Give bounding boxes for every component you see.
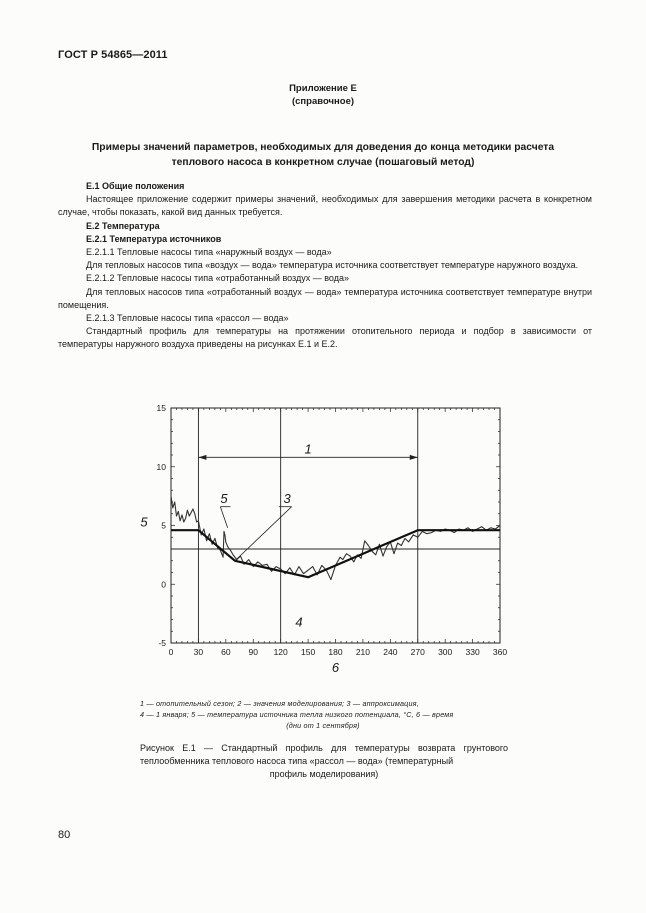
body-text xyxy=(58,180,592,352)
figure-legend-line-2: 4 — 1 января; 5 — температура источника тепла низкого потенциала, °С, 6 — время xyxy=(140,710,454,719)
plot-frame xyxy=(171,408,500,643)
series-source-temperature-line xyxy=(171,496,500,579)
paragraph-e211: Для тепловых насосов типа «воздух — вода» температура источника соответствует температуре наружного воздуха. xyxy=(86,260,579,271)
paragraph-e213: Стандартный профиль для температуры на протяжении отопительного периода и подбор в зависимости от температуры наружного воздуха приведены на рисунках Е.1 и Е.2. xyxy=(58,326,592,350)
subsection-title-e212: Е.2.1.2 Тепловые насосы типа «отработанный воздух — вода» xyxy=(86,273,349,284)
x-tick-label-360: 360 xyxy=(492,647,508,657)
heating-season-arrowhead-left xyxy=(198,455,206,460)
figure-caption xyxy=(140,742,508,781)
source-temperature-label: 5 xyxy=(220,491,228,507)
section-heading-e21: Е.2.1 Температура источников xyxy=(86,233,222,244)
label-3-leader-line xyxy=(235,507,292,561)
standard-designation: ГОСТ Р 54865—2011 xyxy=(58,49,168,61)
document-title xyxy=(60,140,586,170)
x-tick-label-270: 270 xyxy=(410,647,425,657)
page-number: 80 xyxy=(58,829,71,841)
temperature-profile-chart xyxy=(0,395,646,685)
section-heading-e1: Е.1 Общие положения xyxy=(86,181,185,191)
subsection-title-e213: Е.2.1.3 Тепловые насосы типа «рассол — вода» xyxy=(86,313,289,324)
label-5-leader-line xyxy=(220,507,227,528)
subsection-title-e211: Е.2.1.1 Тепловые насосы типа «наружный воздух — вода» xyxy=(86,247,332,258)
figure-caption-line-1: Рисунок Е.1 — Стандартный профиль для температуры возврата грунтового теплообменника теплового насоса типа «рассол — вода» (температурный xyxy=(140,743,508,766)
figure-caption-line-2: профиль моделирования) xyxy=(269,769,379,779)
document-title-line-2: теплового насоса в конкретном случае (пошаговый метод) xyxy=(171,157,475,168)
heating-season-label: 1 xyxy=(304,441,312,457)
figure-legend-line-3: (дни от 1 сентября) xyxy=(286,721,360,730)
y-tick-label--5: -5 xyxy=(158,638,166,648)
y-axis-label: 5 xyxy=(140,514,148,530)
x-axis-label: 6 xyxy=(331,660,340,675)
approximation-label: 3 xyxy=(283,491,291,507)
series-approximation-line xyxy=(171,530,500,577)
x-tick-label-120: 120 xyxy=(273,647,288,657)
figure-legend-line-1: 1 — отопительный сезон; 2 — значения моделирования; 3 — аппроксимация, xyxy=(140,699,419,708)
annex-title: Приложение Е xyxy=(289,83,357,94)
y-tick-label-10: 10 xyxy=(156,461,166,472)
figure-legend xyxy=(140,698,506,731)
x-tick-label-330: 330 xyxy=(465,647,480,657)
x-tick-label-180: 180 xyxy=(328,647,343,657)
heating-season-arrowhead-right xyxy=(410,455,418,460)
x-tick-label-210: 210 xyxy=(355,647,371,657)
y-tick-label-5: 5 xyxy=(161,520,166,531)
paragraph-e1: Настоящее приложение содержит примеры значений, необходимых для завершения методики расчета в конкретном случае, чтобы показать, какой вид данных требуется. xyxy=(58,194,592,218)
x-tick-label-90: 90 xyxy=(248,647,258,657)
x-tick-label-150: 150 xyxy=(300,647,316,657)
y-tick-label-0: 0 xyxy=(161,579,166,590)
annex-status: (справочное) xyxy=(291,96,355,107)
x-tick-label-300: 300 xyxy=(438,647,453,657)
x-tick-label-240: 240 xyxy=(383,647,398,657)
january-1-label: 4 xyxy=(295,614,303,630)
document-title-line-1: Примеры значений параметров, необходимых для доведения до конца методики расчета xyxy=(91,142,555,153)
paragraph-e212: Для тепловых насосов типа «отработанный воздух — вода» температура источника соответствует температуре внутри помещения. xyxy=(58,286,592,310)
x-tick-label-60: 60 xyxy=(221,647,231,657)
section-heading-e2: Е.2 Температура xyxy=(86,220,160,231)
x-tick-label-30: 30 xyxy=(193,647,204,657)
x-tick-label-0: 0 xyxy=(168,647,174,657)
y-tick-label-15: 15 xyxy=(156,403,166,413)
